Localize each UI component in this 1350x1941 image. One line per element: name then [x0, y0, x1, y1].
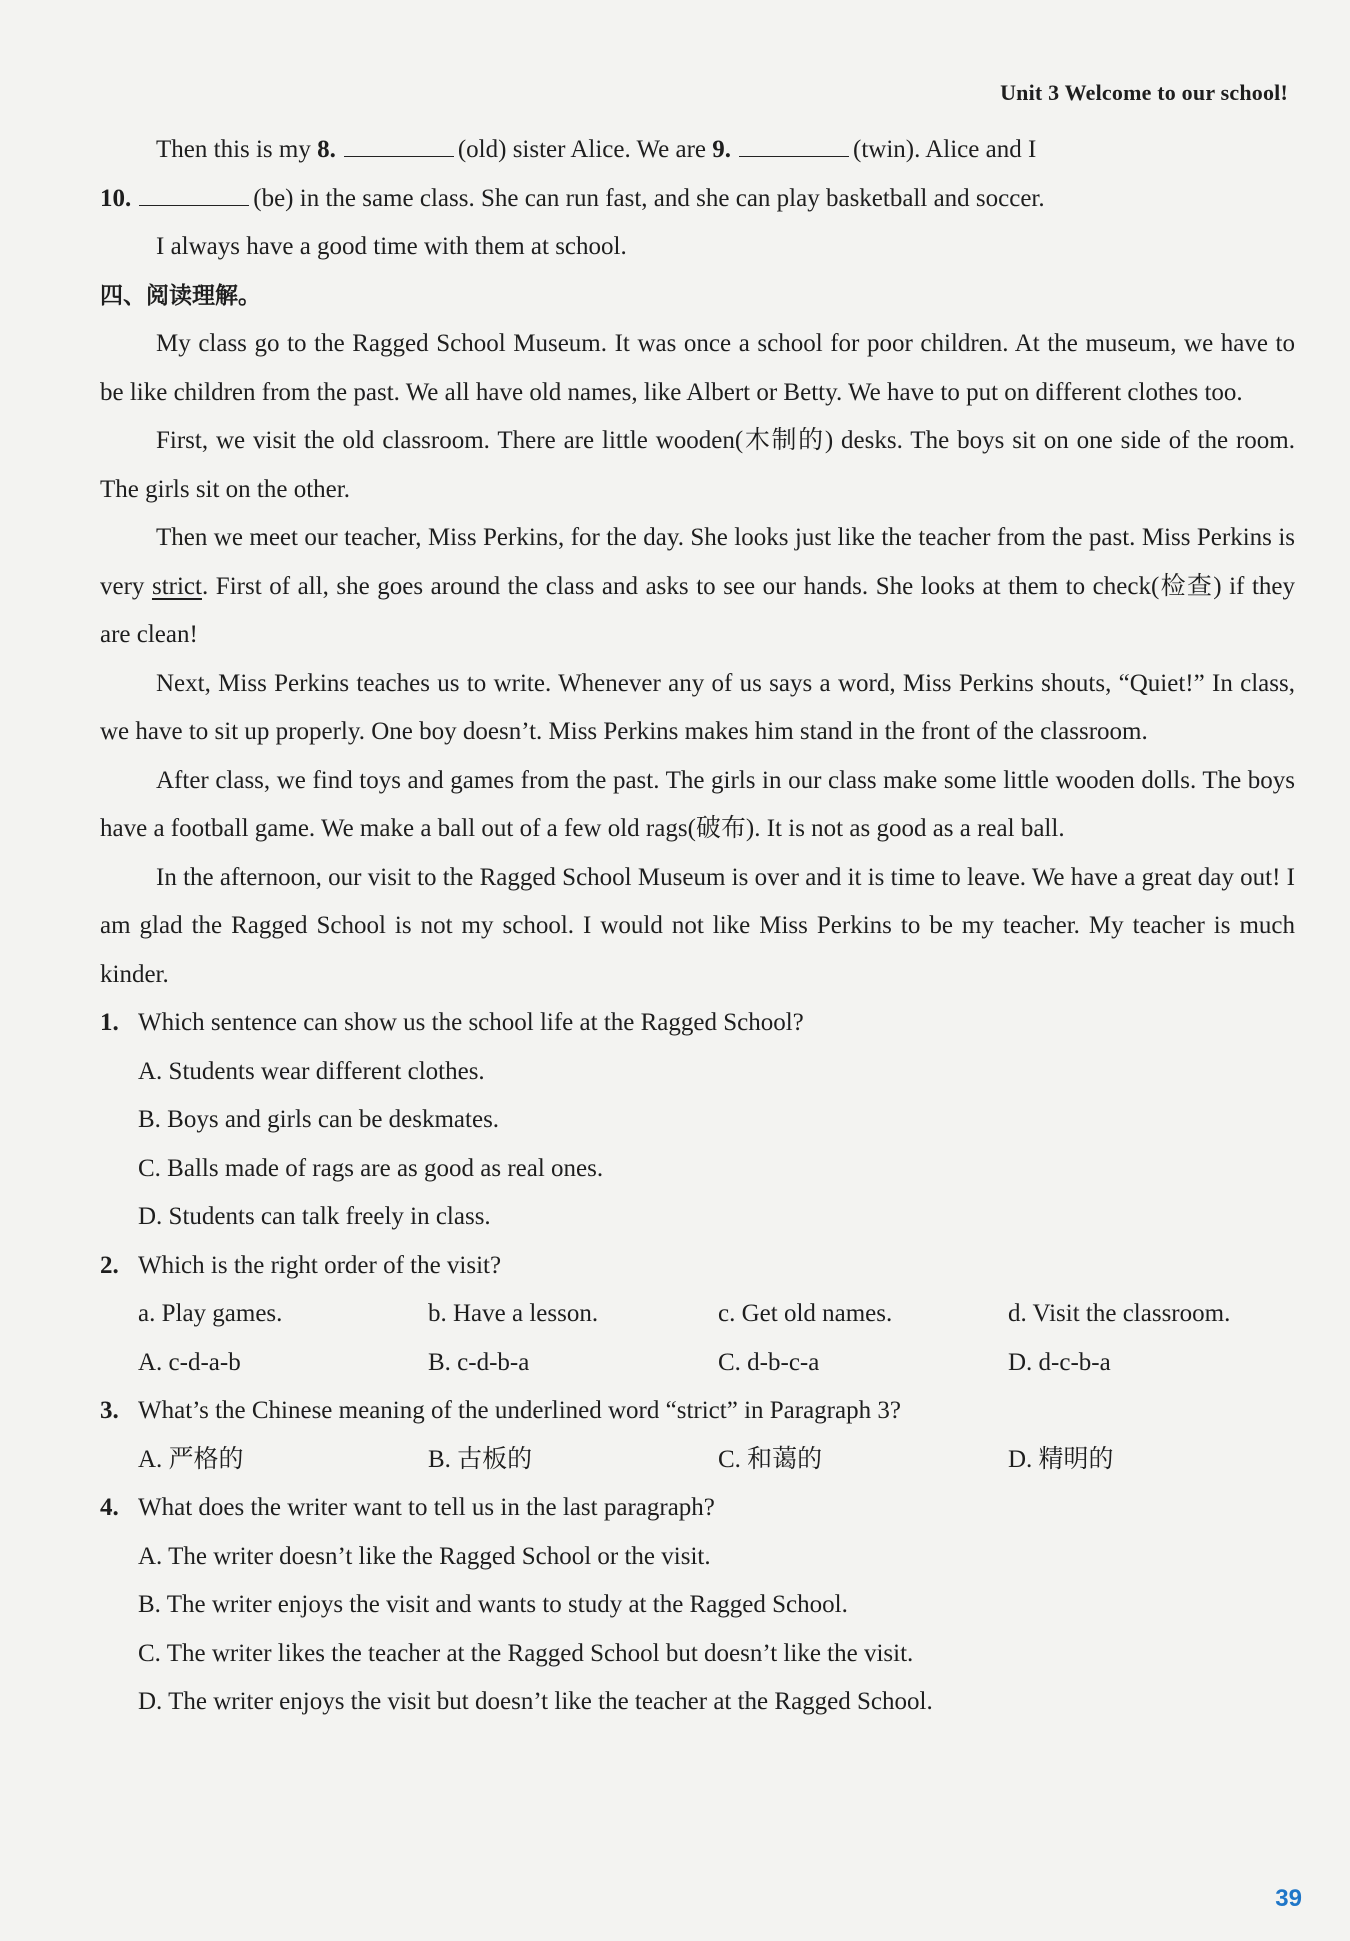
question-text: What does the writer want to tell us in the last paragraph?: [138, 1494, 715, 1521]
text-span: (old) sister Alice. We are: [457, 136, 713, 163]
option-d[interactable]: D. Students can talk freely in class.: [138, 1203, 491, 1230]
question-text: What’s the Chinese meaning of the underlined word “strict” in Paragraph 3?: [138, 1397, 901, 1424]
page-number: 39: [1275, 1885, 1302, 1912]
option-a[interactable]: A. Students wear different clothes.: [138, 1057, 485, 1085]
option-d[interactable]: D. The writer enjoys the visit but doesn’t like the teacher at the Ragged School.: [138, 1688, 933, 1715]
passage-paragraph-4: Next, Miss Perkins teaches us to write. Whenever any of us says a word, Miss Perkins shouts, “Quiet!” In class, we have to sit up properly. One boy doesn’t. Miss Perkins makes him stand in the front of the classroom.: [100, 669, 1295, 745]
passage-paragraph-2: First, we visit the old classroom. There are little wooden(木制的) desks. The boys sit on one side of the room. The girls sit on the other.: [100, 427, 1295, 503]
options-row: [100, 1436, 1295, 1485]
blank-number-10: 10.: [100, 184, 132, 212]
option-d[interactable]: D. 精明的: [1008, 1445, 1114, 1473]
section-title-reading: 四、阅读理解。: [100, 282, 261, 309]
question-text: Which is the right order of the visit?: [138, 1251, 502, 1279]
question-number: 4.: [100, 1494, 119, 1521]
question-number: 3.: [100, 1397, 119, 1424]
event-item: d. Visit the classroom.: [1008, 1300, 1231, 1327]
text-span: Then this is my: [156, 136, 318, 163]
options-row: [100, 1339, 1295, 1388]
blank-number-9: 9.: [712, 136, 731, 163]
option-a[interactable]: A. 严格的: [138, 1445, 244, 1473]
page-content: [100, 126, 1295, 1727]
event-item: a. Play games.: [138, 1300, 283, 1327]
question-1: [100, 999, 1295, 1048]
blank-number-8: 8.: [317, 136, 336, 163]
question-number: 2.: [100, 1251, 119, 1279]
event-item: b. Have a lesson.: [428, 1300, 599, 1327]
event-list: [100, 1290, 1295, 1339]
option-c[interactable]: C. 和蔼的: [718, 1445, 823, 1473]
passage-paragraph-1: My class go to the Ragged School Museum. It was once a school for poor children. At the museum, we have to be like children from the past. We all have old names, like Albert or Betty. We have to put on different clothes too.: [100, 330, 1295, 406]
option-b[interactable]: B. c-d-b-a: [428, 1348, 530, 1376]
fill-line-1: [100, 126, 1295, 175]
question-text: Which sentence can show us the school life at the Ragged School?: [138, 1009, 804, 1036]
question-2: [100, 1242, 1295, 1291]
text-span: (be) in the same class. She can run fast, and she can play basketball and soccer.: [253, 184, 1045, 212]
closing-line: I always have a good time with them at school.: [156, 233, 627, 260]
option-d[interactable]: D. d-c-b-a: [1008, 1348, 1111, 1376]
option-b[interactable]: B. Boys and girls can be deskmates.: [138, 1106, 500, 1133]
text-span: . First of all, she goes around the class and asks to see our hands. She looks at them to check(检查) if they are clean!: [100, 572, 1295, 648]
underlined-word: strict: [151, 572, 202, 600]
option-a[interactable]: A. c-d-a-b: [138, 1348, 241, 1376]
option-c[interactable]: C. The writer likes the teacher at the Ragged School but doesn’t like the visit.: [138, 1639, 914, 1667]
option-c[interactable]: C. d-b-c-a: [718, 1348, 820, 1376]
fill-line-2: [100, 175, 1295, 224]
passage-paragraph-6: In the afternoon, our visit to the Ragged School Museum is over and it is time to leave. We have a great day out! I am glad the Ragged School is not my school. I would not like Miss Perkins to be my teacher. My teacher is much kinder.: [100, 863, 1295, 988]
text-span: Then we meet our teacher, Miss Perkins, for the day. She looks just like the teacher from the past. Miss Perkins is very: [100, 524, 1295, 600]
passage-paragraph-3: [100, 514, 1295, 660]
unit-header: Unit 3 Welcome to our school!: [1000, 80, 1288, 105]
question-4: [100, 1484, 1295, 1533]
option-c[interactable]: C. Balls made of rags are as good as real ones.: [138, 1154, 604, 1182]
question-3: [100, 1387, 1295, 1436]
option-b[interactable]: B. 古板的: [428, 1445, 533, 1473]
passage-paragraph-5: After class, we find toys and games from the past. The girls in our class make some little wooden dolls. The boys have a football game. We make a ball out of a few old rags(破布). It is not as good as a real ball.: [100, 766, 1295, 842]
question-number: 1.: [100, 1009, 119, 1036]
event-item: c. Get old names.: [718, 1300, 893, 1327]
option-a[interactable]: A. The writer doesn’t like the Ragged School or the visit.: [138, 1542, 711, 1570]
blank-10[interactable]: [139, 187, 249, 206]
option-b[interactable]: B. The writer enjoys the visit and wants to study at the Ragged School.: [138, 1591, 848, 1618]
text-span: (twin). Alice and I: [853, 136, 1037, 163]
blank-9[interactable]: [739, 138, 849, 157]
blank-8[interactable]: [344, 138, 454, 157]
